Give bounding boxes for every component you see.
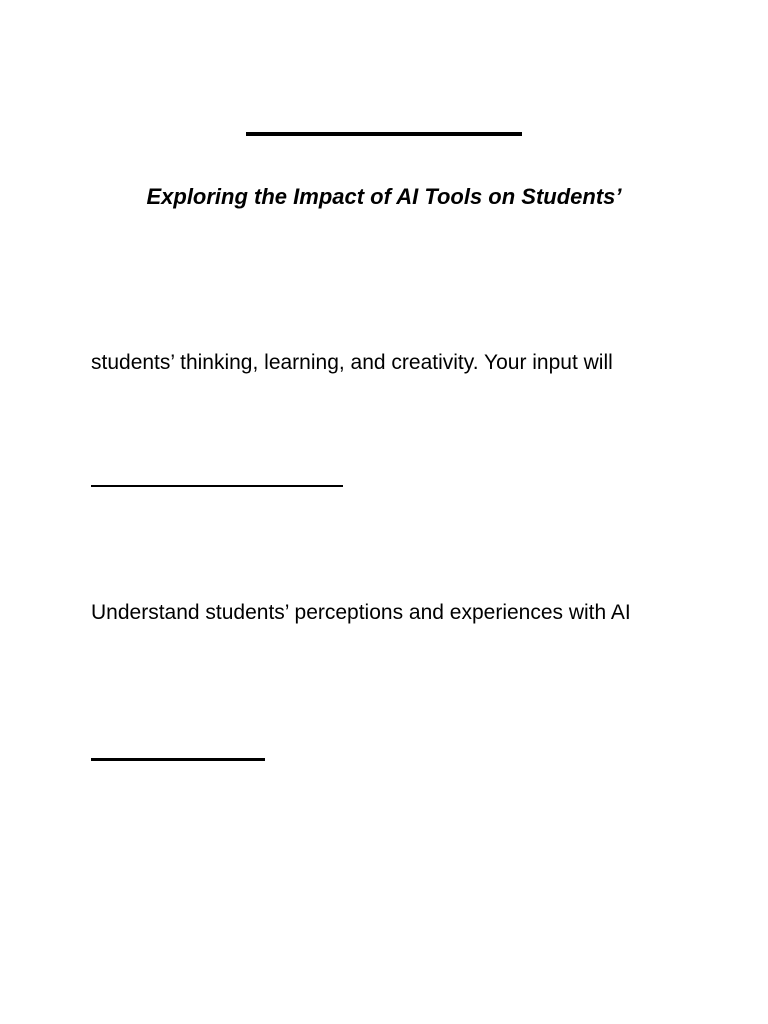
document-title: Exploring the Impact of AI Tools on Students’ (146, 184, 622, 209)
paragraph-line-2: Understand students’ perceptions and experiences with AI (91, 601, 631, 624)
paragraph-line-1: students’ thinking, learning, and creativity. Your input will (91, 351, 613, 374)
section-underline-1 (91, 485, 343, 487)
section-underline-2 (91, 758, 265, 761)
top-horizontal-rule (246, 132, 522, 136)
